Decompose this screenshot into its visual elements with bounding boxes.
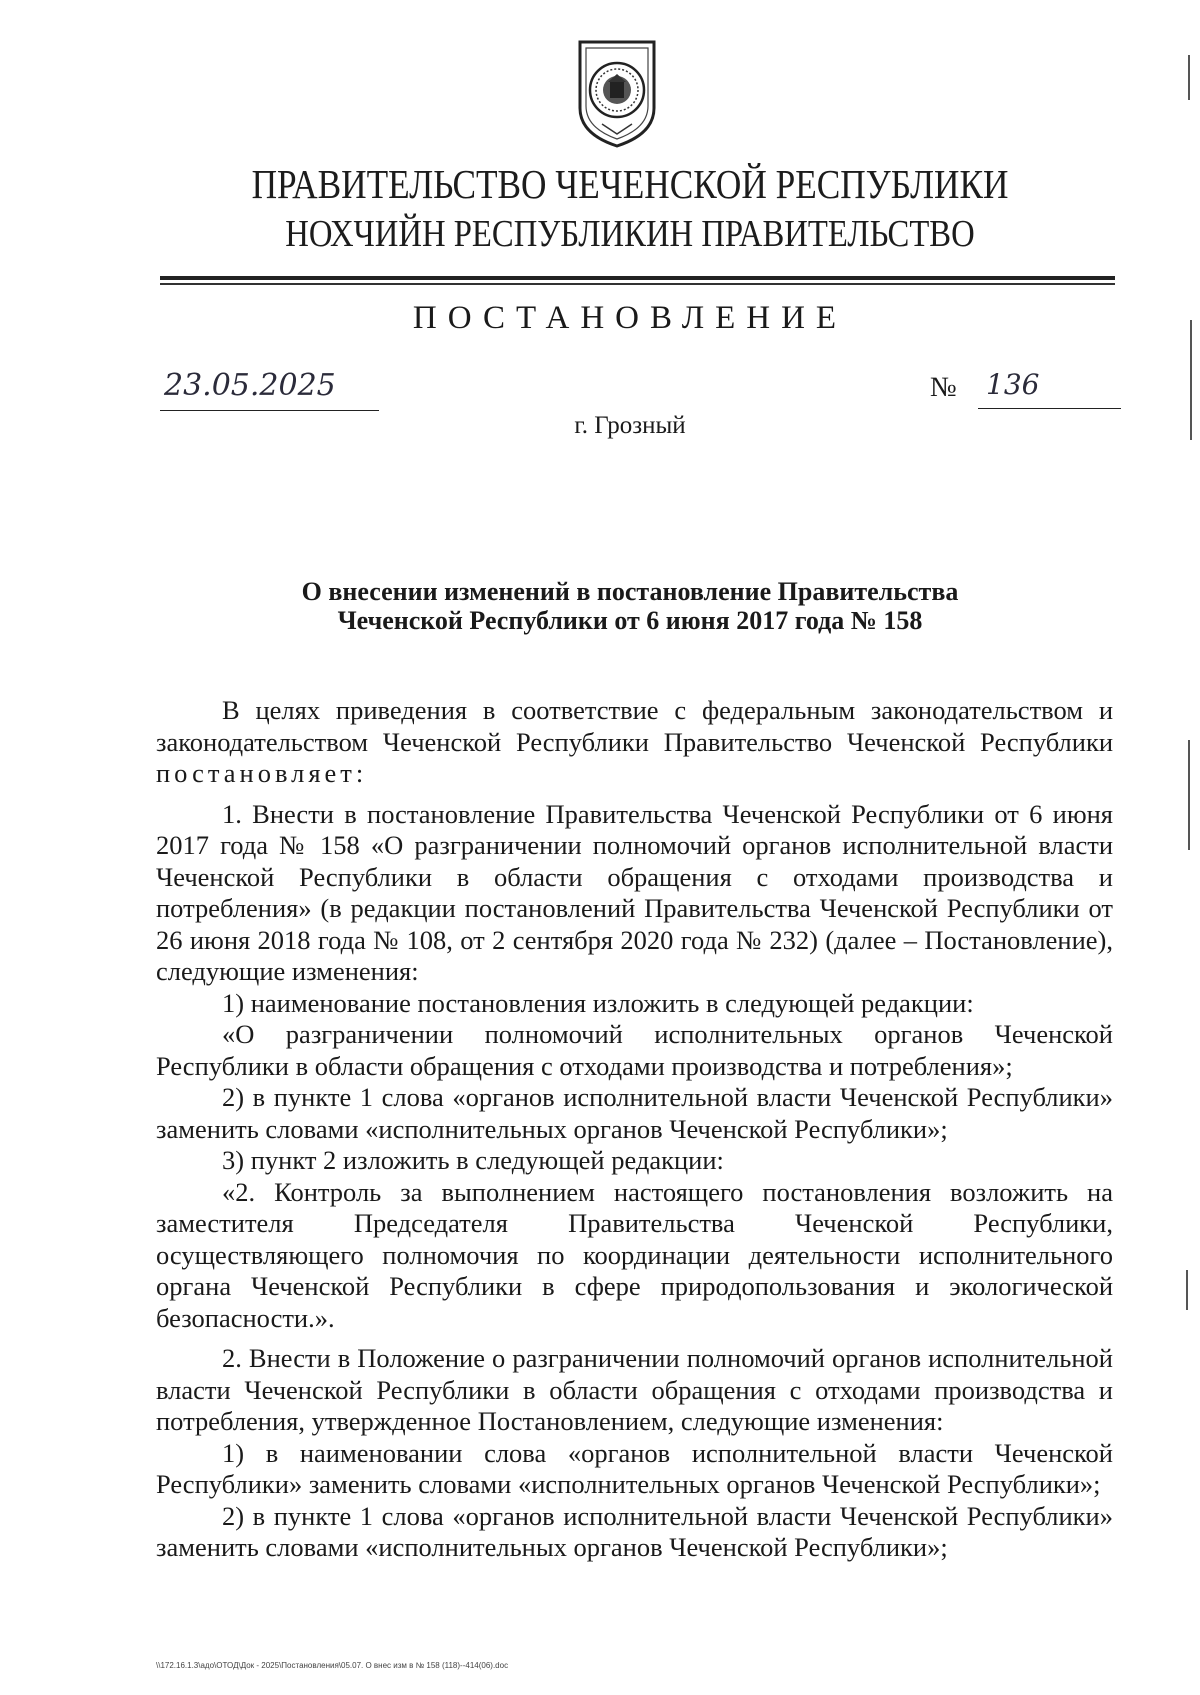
header-divider-thin — [160, 283, 1115, 285]
intro-resolves: постановляет: — [156, 758, 368, 788]
paragraph-2: 2. Внести в Положение о разграничении полномочий органов исполнительной власти Чеченской Республики в области обращения с отходами производства и потребления, утвержденное Постановлением, следующие изменения: — [156, 1343, 1113, 1436]
paragraph-1-item-2: 2) в пункте 1 слова «органов исполнительной власти Чеченской Республики» заменить словами «исполнительных органов Чеченской Республики»; — [156, 1082, 1113, 1144]
footer-file-path: \\172.16.1.3\адо\ОТОД\Док - 2025\Постановления\05.07. О внес изм в № 158 (118)--414(06).doc — [156, 1661, 509, 1670]
document-heading — [150, 577, 1110, 635]
heading-line-1: О внесении изменений в постановление Правительства — [301, 577, 959, 606]
government-name-ce: НОХЧИЙН РЕСПУБЛИКИН ПРАВИТЕЛЬСТВО — [285, 213, 975, 255]
government-name-ru: ПРАВИТЕЛЬСТВО ЧЕЧЕНСКОЙ РЕСПУБЛИКИ — [251, 161, 1009, 207]
scan-margin-mark — [1186, 1270, 1188, 1310]
document-city: г. Грозный — [574, 412, 686, 439]
scan-margin-mark — [1190, 320, 1192, 440]
scan-margin-mark — [1188, 740, 1190, 850]
paragraph-1-item-1: 1) наименование постановления изложить в следующей редакции: — [222, 987, 974, 1018]
document-number: 136 — [978, 368, 1121, 409]
number-sign: № — [930, 372, 957, 403]
heading-line-2: Чеченской Республики от 6 июня 2017 года № 158 — [337, 606, 923, 635]
scan-margin-mark — [1188, 55, 1190, 100]
chechen-coat-of-arms-icon — [572, 38, 662, 150]
paragraph-2-item-1: 1) в наименовании слова «органов исполнительной власти Чеченской Республики» заменить словами «исполнительных органов Чеченской Республики»; — [156, 1437, 1113, 1499]
header-divider-thick — [160, 276, 1115, 280]
paragraph-2-item-2: 2) в пункте 1 слова «органов исполнительной власти Чеченской Республики» заменить словами «исполнительных органов Чеченской Республики»; — [156, 1500, 1113, 1562]
document-body — [156, 695, 1113, 1564]
paragraph-1-item-3: 3) пункт 2 изложить в следующей редакции: — [222, 1145, 724, 1175]
document-type: ПОСТАНОВЛЕНИЕ — [412, 300, 848, 336]
paragraph-1: 1. Внести в постановление Правительства Чеченской Республики от 6 июня 2017 года № 158 «О разграничении полномочий органов исполнительной власти Чеченской Республики в области обращения с отходами производства и потребления» (в редакции постановлений Правительства Чеченской Республики от 26 июня 2018 года № 108, от 2 сентября 2020 года № 232) (далее – Постановление), следующие изменения: — [156, 798, 1113, 986]
document-number-field — [930, 370, 1115, 410]
intro-paragraph — [156, 695, 1113, 790]
document-date: 23.05.2025 — [160, 368, 379, 411]
paragraph-1-item-1-text: «О разграничении полномочий исполнительных органов Чеченской Республики в области обращения с отходами производства и потребления»; — [156, 1019, 1113, 1081]
intro-text: В целях приведения в соответствие с федеральным законодательством и законодательством Чеченской Республики Правительство Чеченской Республики — [156, 695, 1113, 757]
paragraph-1-item-3-text: «2. Контроль за выполнением настоящего постановления возложить на заместителя Председателя Правительства Чеченской Республики, осуществляющего полномочия по координации деятельности исполнительного органа Чеченской Республики в сфере природопользования и экологической безопасности.». — [156, 1176, 1113, 1333]
